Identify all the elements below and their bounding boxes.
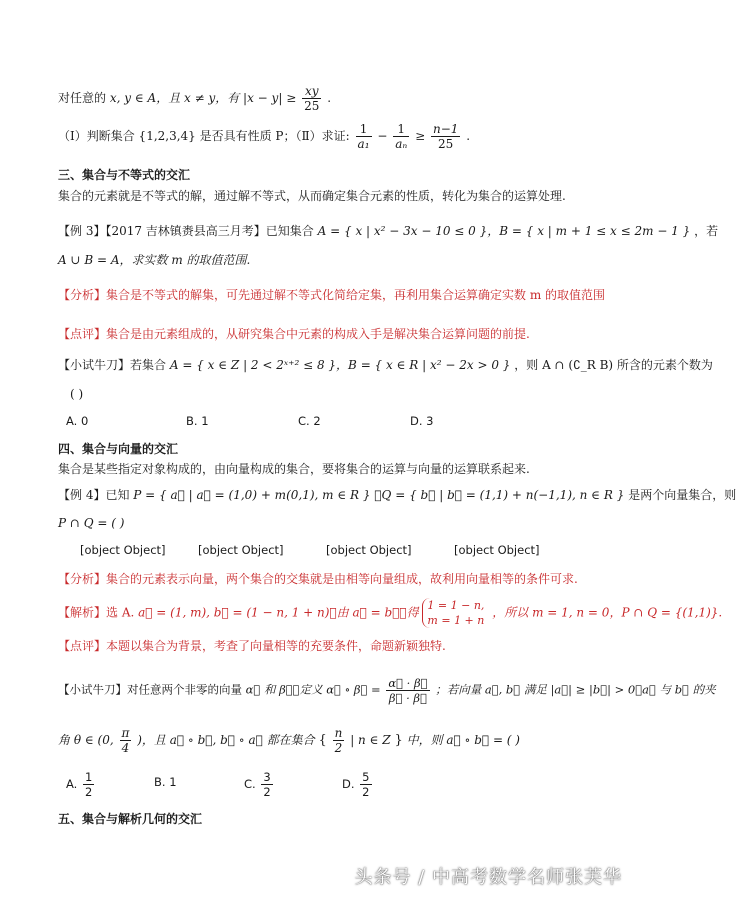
math: P = { a⃗ | a⃗ = (1,0) + m(0,1), m ∈ R } (133, 488, 371, 502)
trial-4-line2 (58, 726, 520, 755)
analysis-4: 【分析】集合的元素表示向量，两个集合的交集就是由相等向量组成，故利用向量相等的条件可求. (58, 572, 578, 586)
option-b: [object Object] (198, 543, 284, 557)
text: 【小试牛刀】对任意两个非零的向量 (58, 682, 242, 697)
option-b: B. 1 (154, 775, 177, 789)
math: ；若向量 a⃗, b⃗ 满足 |a⃗| ≥ |b⃗| > 0，a⃗ 与 b⃗ 的夹 (435, 682, 716, 697)
option-c: C. $\frac{3}{2}$ (244, 770, 271, 799)
option-a: A. 0 (66, 414, 89, 428)
section-intro: 集合的元素就是不等式的解，通过解不等式，从而确定集合元素的性质，转化为集合的运算处理. (58, 189, 566, 203)
example-4-line2: P ∩ Q = ( ) (58, 516, 125, 530)
math: 中，则 a⃗ ∘ b⃗ = ( ) (406, 733, 520, 747)
text: 对任意的 (58, 91, 107, 105)
brace-open: { (318, 733, 327, 748)
math: ，Q = { b⃗ | b⃗ = (1,1) + n(−1,1), n ∈ R } (374, 488, 625, 502)
solution-4 (58, 598, 722, 628)
math: x, y ∈ A，且 x ≠ y，有 |x − y| ≥ (109, 91, 297, 105)
fraction: $\frac{1}{2}$ (84, 770, 93, 799)
option-a: A. $\frac{1}{2}$ (66, 770, 93, 799)
option-a: [object Object] (80, 543, 166, 557)
math: 角 θ ∈ (0, (58, 733, 114, 747)
option-c: C. 2 (298, 414, 321, 428)
equation-system (422, 598, 488, 628)
math: ，所以 m = 1, n = 0，P ∩ Q = {(1,1)}. (492, 605, 723, 620)
math: A = { x ∈ Z | 2 < 2ˣ⁺² ≤ 8 }，B = { x ∈ R | x² − 2x > 0 } (169, 358, 511, 372)
brace-close: } (394, 733, 403, 748)
fraction: $\frac{\pi}{4}$ (121, 726, 130, 755)
option-b: B. 1 (186, 414, 209, 428)
property-p-line (58, 84, 331, 113)
math: α⃗ 和 β⃗，定义 α⃗ ∘ β⃗ = (245, 682, 381, 697)
trial-3 (58, 356, 713, 374)
section-heading: 四、集合与向量的交汇 (58, 442, 179, 456)
section-heading: 三、集合与不等式的交汇 (58, 168, 191, 182)
fraction: $\frac{1}{\text{aₙ}}$ (395, 122, 408, 151)
fraction: $\frac{3}{2}$ (263, 770, 271, 799)
math: | n ∈ Z (350, 733, 391, 747)
analysis-3: 【分析】集合是不等式的解集，可先通过解不等式化简给定集，再利用集合运算确定实数 m 的取值范围 (58, 288, 606, 302)
watermark: 头条号 / 中高考数学名师张芙华 (354, 867, 622, 888)
comment-4: 【点评】本题以集合为背景，考查了向量相等的充要条件，命题新颖独特. (58, 639, 446, 653)
text: ≥ (415, 129, 426, 143)
section-heading: 五、集合与解析几何的交汇 (58, 812, 203, 826)
option-d: [object Object] (454, 543, 540, 557)
option-d: D. 3 (410, 414, 434, 428)
text: − (377, 129, 388, 143)
text: 是两个向量集合，则 (628, 488, 736, 502)
math: a⃗ = (1, m), b⃗ = (1 − n, 1 + n)，由 a⃗ = b⃗，得 (138, 605, 419, 620)
fraction: $\frac{1}{\text{a₁}}$ (357, 122, 370, 151)
text: 【例 3】【2017 吉林镇赉县高三月考】已知集合 (58, 224, 314, 238)
answer-paren: ( ) (70, 387, 84, 401)
fraction: $\frac{5}{2}$ (362, 770, 370, 799)
example-3 (58, 222, 718, 240)
text: 1 = 1 − n, (427, 599, 485, 612)
text: ，则 A ∩ (∁_R B) 所含的元素个数为 (514, 358, 713, 372)
option-d: D. $\frac{5}{2}$ (342, 770, 370, 799)
math: )，且 a⃗ ∘ b⃗, b⃗ ∘ a⃗ 都在集合 (137, 733, 315, 747)
fraction: $\frac{xy}{25}$ (304, 84, 320, 113)
text: . (327, 91, 332, 105)
section-intro: 集合是某些指定对象构成的，由向量构成的集合，要将集合的运算与向量的运算联系起来. (58, 462, 530, 476)
text: 【解析】选 A. (58, 605, 135, 620)
fraction: $\frac{n}{2}$ (334, 726, 343, 755)
example-3-line2: A ∪ B = A，求实数 m 的取值范围. (58, 253, 251, 267)
text: 【小试牛刀】若集合 (58, 358, 167, 372)
text: （Ⅰ）判断集合 {1,2,3,4} 是否具有性质 P；（Ⅱ）求证: (58, 129, 350, 143)
option-c: [object Object] (326, 543, 412, 557)
math: A = { x | x² − 3x − 10 ≤ 0 }，B = { x | m + 1 ≤ x ≤ 2m − 1 } (317, 224, 691, 238)
trial-4 (58, 676, 716, 705)
text: . (466, 129, 471, 143)
comment-3: 【点评】集合是由元素组成的，从研究集合中元素的构成入手是解决集合运算问题的前提. (58, 327, 530, 341)
text: m = 1 + n (427, 614, 485, 627)
text: 【例 4】已知 (58, 488, 130, 502)
text: ，若 (694, 224, 719, 238)
question-line (58, 122, 470, 151)
example-4 (58, 486, 736, 504)
fraction: $\frac{n-1}{25}$ (432, 122, 459, 151)
fraction: $\frac{\alpha⃗ \cdot \beta⃗}{\beta⃗ \cdot \beta⃗}$ (388, 676, 428, 705)
